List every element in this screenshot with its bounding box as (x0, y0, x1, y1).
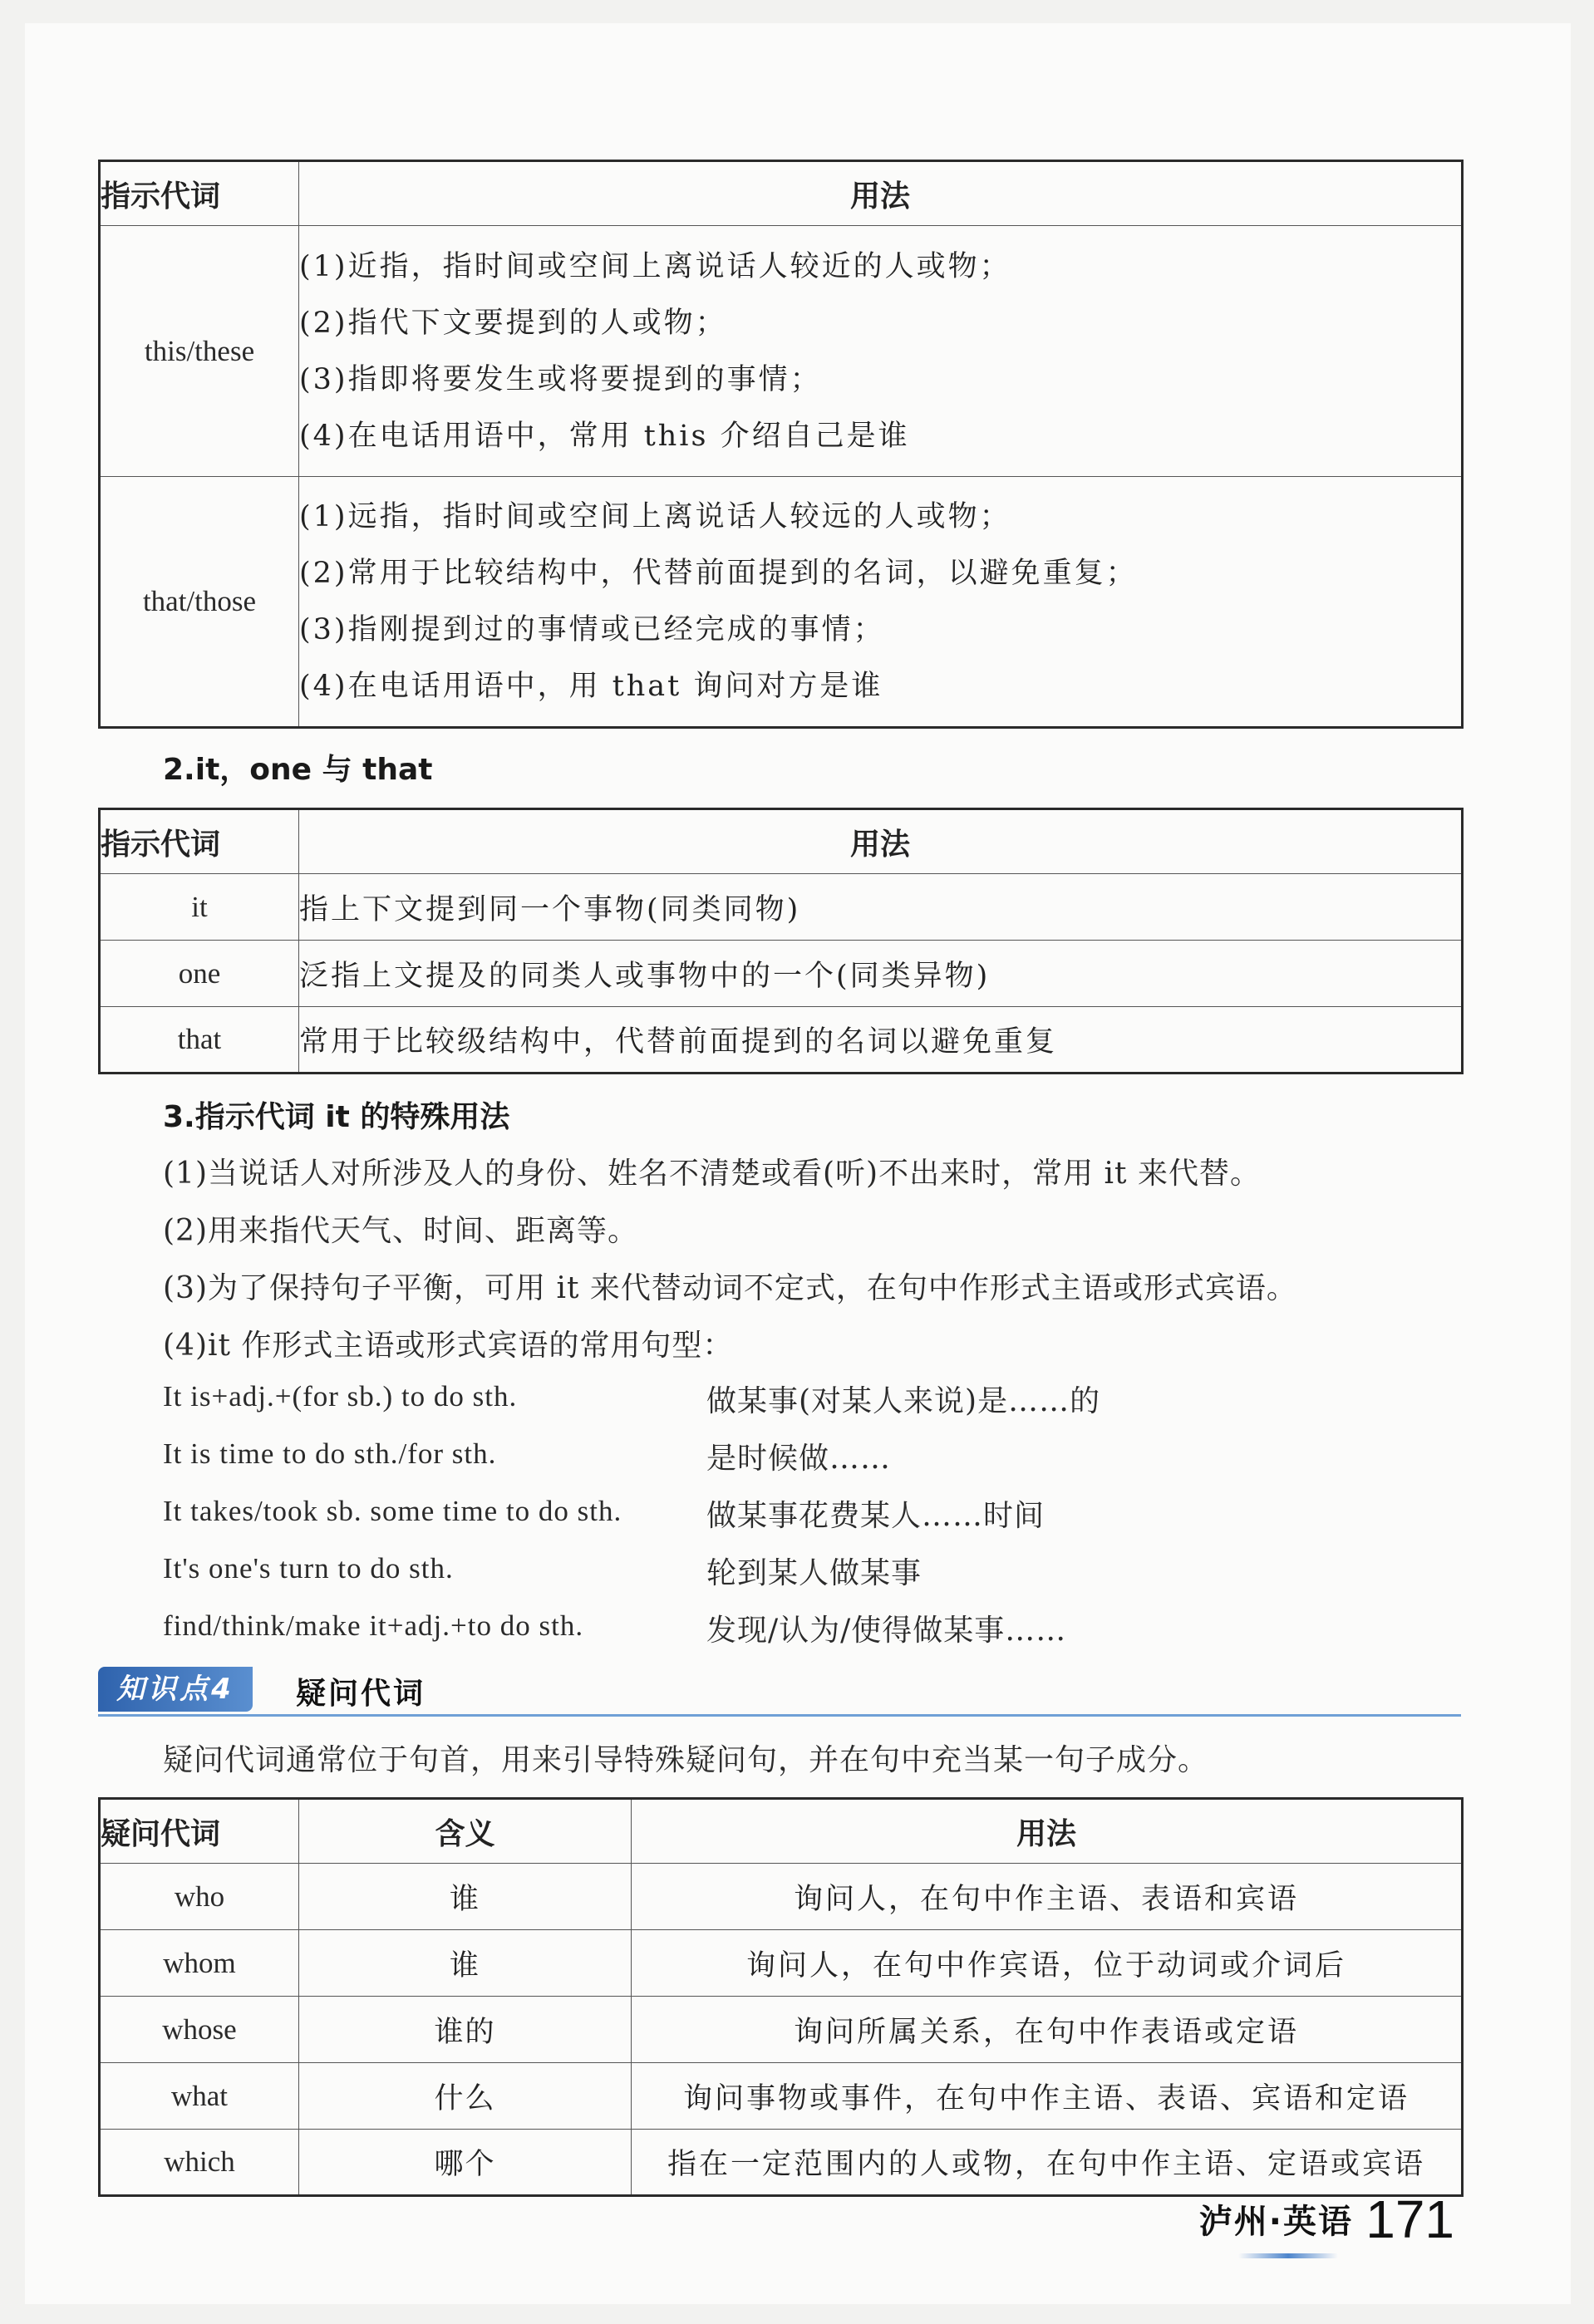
header-pronoun: 指示代词 (100, 161, 299, 226)
usage-cell: 询问事物或事件，在句中作主语、表语、宾语和定语 (632, 2063, 1463, 2130)
usage-line: (1)远指，指时间或空间上离说话人较远的人或物； (299, 500, 1011, 533)
pronoun-cell: this/these (100, 226, 299, 477)
pattern-chinese: 做某事(对某人来说)是……的 (706, 1384, 1101, 1418)
footer-label: 泸州·英语 (1198, 2203, 1353, 2241)
table-row (100, 2063, 1463, 2130)
table-row (100, 477, 1463, 728)
knowledge-point-badge: 知识点4 (98, 1667, 253, 1712)
header-usage: 用法 (299, 161, 1463, 226)
usage-line: (1)近指，指时间或空间上离说话人较近的人或物； (299, 249, 1011, 283)
table-header-row (100, 1799, 1463, 1864)
usage-item: (3)为了保持句子平衡，可用 it 来代替动词不定式，在句中作形式主语或形式宾语。 (163, 1271, 1297, 1305)
usage-cell: 询问所属关系，在句中作表语或定语 (632, 1997, 1463, 2063)
usage-cell: 询问人，在句中作宾语，位于动词或介词后 (632, 1930, 1463, 1997)
knowledge-point-intro: 疑问代词通常位于句首，用来引导特殊疑问句，并在句中充当某一句子成分。 (163, 1743, 1209, 1777)
pattern-chinese: 是时候做…… (706, 1442, 892, 1476)
pronoun-cell: one (100, 941, 299, 1007)
usage-cell: 泛指上文提及的同类人或事物中的一个(同类异物) (299, 941, 1463, 1007)
usage-cell: 常用于比较级结构中，代替前面提到的名词以避免重复 (299, 1007, 1463, 1074)
it-one-that-table (98, 808, 1464, 1074)
demonstrative-table (98, 160, 1464, 729)
usage-item: (2)用来指代天气、时间、距离等。 (163, 1214, 638, 1248)
footer-accent-bar (1238, 2253, 1338, 2258)
section-3-title: 3.指示代词 it 的特殊用法 (163, 1100, 510, 1134)
pattern-english: It's one's turn to do sth. (163, 1552, 454, 1585)
usage-cell (299, 226, 1463, 477)
header-usage: 用法 (632, 1799, 1463, 1864)
pattern-english: It is+adj.+(for sb.) to do sth. (163, 1380, 518, 1413)
usage-item: (1)当说话人对所涉及人的身份、姓名不清楚或看(听)不出来时，常用 it 来代替。 (163, 1157, 1261, 1191)
pronoun-cell: whom (100, 1930, 299, 1997)
usage-line: (4)在电话用语中，用 that 询问对方是谁 (299, 670, 883, 703)
usage-line: (4)在电话用语中，常用 this 介绍自己是谁 (299, 419, 910, 453)
header-usage: 用法 (299, 809, 1463, 874)
meaning-cell: 哪个 (299, 2130, 632, 2196)
pronoun-cell: that (100, 1007, 299, 1074)
usage-line: (3)指即将要发生或将要提到的事情； (299, 362, 822, 396)
knowledge-point-title: 疑问代词 (296, 1677, 426, 1711)
section-2-title: 2.it，one 与 that (163, 753, 433, 787)
table-row (100, 1930, 1463, 1997)
pattern-chinese: 发现/认为/使得做某事…… (706, 1614, 1067, 1648)
header-pronoun: 疑问代词 (100, 1799, 299, 1864)
table-row (100, 874, 1463, 941)
meaning-cell: 谁 (299, 1864, 632, 1930)
divider (98, 1714, 1461, 1717)
table-row (100, 226, 1463, 477)
usage-cell: 指上下文提到同一个事物(同类同物) (299, 874, 1463, 941)
table-row (100, 2130, 1463, 2196)
pronoun-cell: it (100, 874, 299, 941)
pronoun-cell: what (100, 2063, 299, 2130)
pattern-english: It takes/took sb. some time to do sth. (163, 1495, 622, 1527)
pronoun-cell: which (100, 2130, 299, 2196)
pronoun-cell: that/those (100, 477, 299, 728)
usage-line: (3)指刚提到过的事情或已经完成的事情； (299, 613, 885, 646)
table-header-row (100, 809, 1463, 874)
pattern-english: It is time to do sth./for sth. (163, 1437, 497, 1470)
pattern-english: find/think/make it+adj.+to do sth. (163, 1609, 584, 1642)
table-row (100, 941, 1463, 1007)
pronoun-cell: who (100, 1864, 299, 1930)
usage-item: (4)it 作形式主语或形式宾语的常用句型： (163, 1329, 734, 1363)
pattern-chinese: 做某事花费某人……时间 (706, 1499, 1045, 1533)
page-number: 171 (1365, 2189, 1454, 2249)
pattern-chinese: 轮到某人做某事 (706, 1556, 922, 1590)
usage-line: (2)常用于比较结构中，代替前面提到的名词，以避免重复； (299, 557, 1138, 590)
header-pronoun: 指示代词 (100, 809, 299, 874)
usage-cell: 指在一定范围内的人或物，在句中作主语、定语或宾语 (632, 2130, 1463, 2196)
usage-cell (299, 477, 1463, 728)
table-row (100, 1997, 1463, 2063)
usage-cell: 询问人，在句中作主语、表语和宾语 (632, 1864, 1463, 1930)
pronoun-cell: whose (100, 1997, 299, 2063)
usage-line: (2)指代下文要提到的人或物； (299, 306, 727, 340)
interrogative-table (98, 1797, 1464, 2197)
table-header-row (100, 161, 1463, 226)
meaning-cell: 谁的 (299, 1997, 632, 2063)
header-meaning: 含义 (299, 1799, 632, 1864)
table-row (100, 1864, 1463, 1930)
meaning-cell: 什么 (299, 2063, 632, 2130)
meaning-cell: 谁 (299, 1930, 632, 1997)
table-row (100, 1007, 1463, 1074)
